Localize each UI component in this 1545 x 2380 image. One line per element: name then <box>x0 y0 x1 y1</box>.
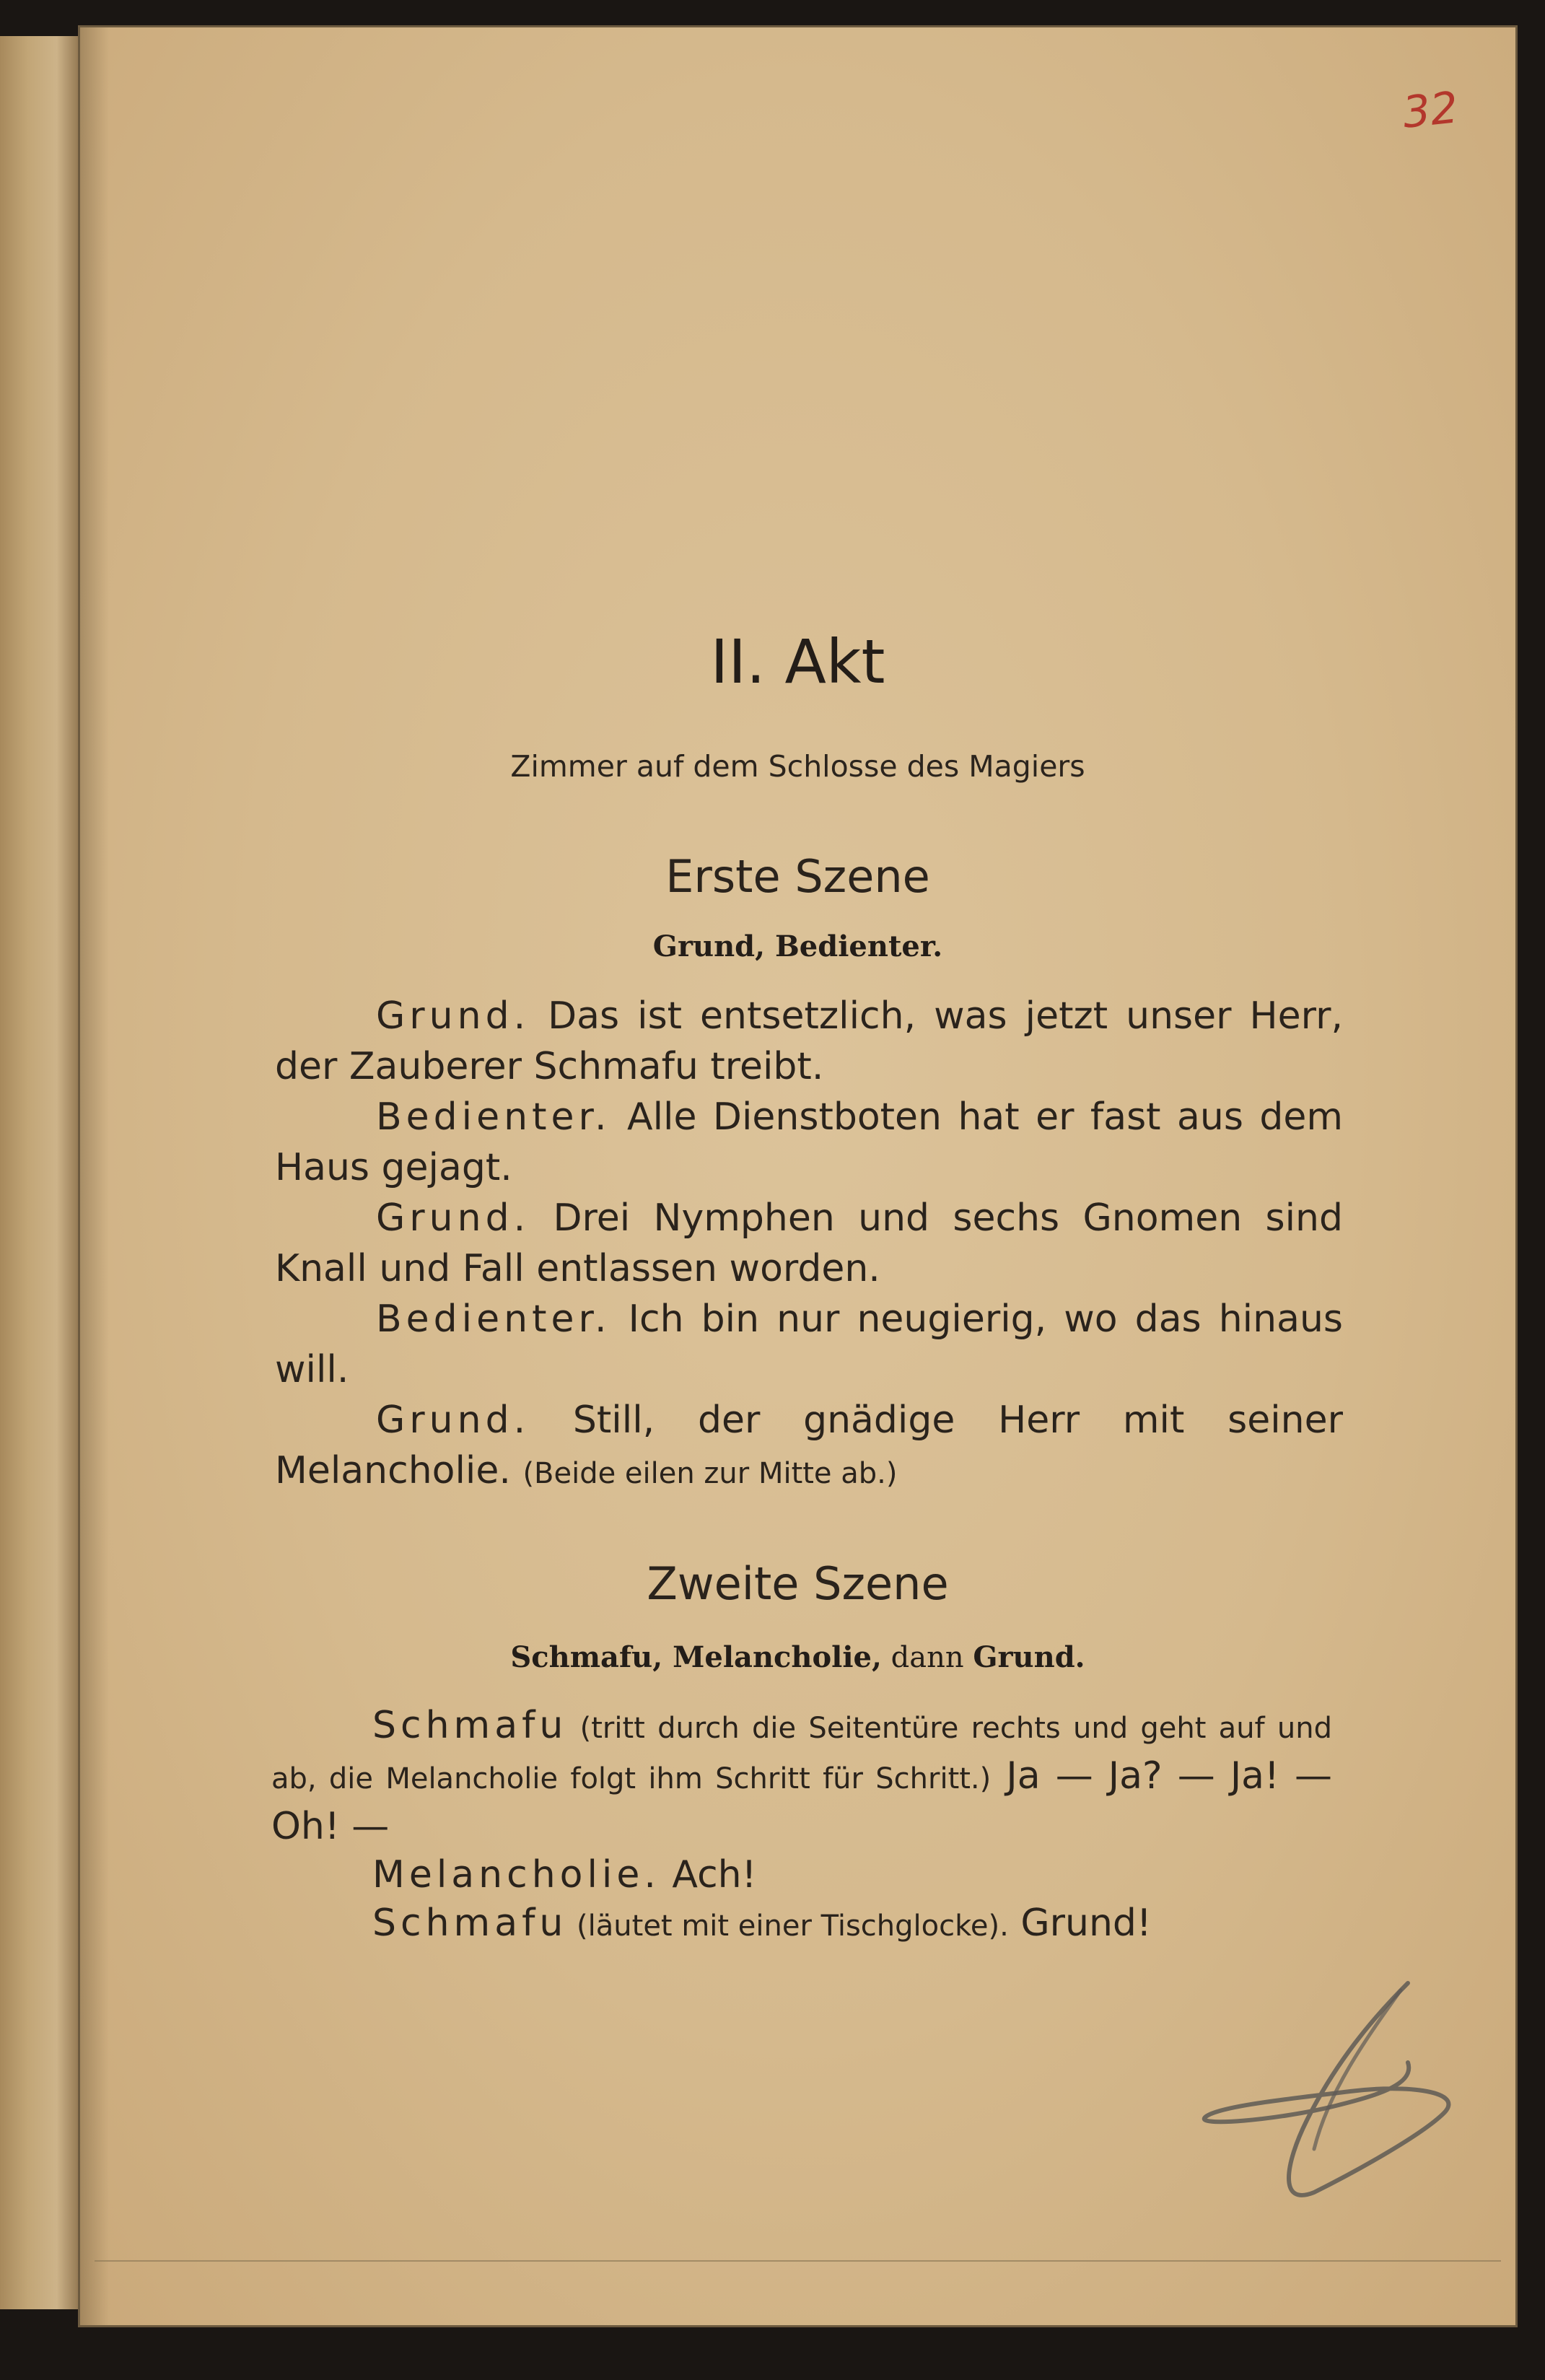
speaker-name: Bedienter. <box>376 1095 611 1139</box>
folio-number: 32 <box>1400 82 1461 139</box>
pencil-signature-mark <box>1191 1976 1473 2221</box>
line-text: Das ist entsetzlich, was jetzt unser Herr, der Zauberer Schmafu treibt. <box>275 994 1343 1088</box>
dialogue-line <box>275 1395 1343 1499</box>
adjacent-page-edge <box>0 36 83 2309</box>
speaker-name: Grund. <box>376 1196 530 1240</box>
speaker-name: Bedienter. <box>376 1298 611 1341</box>
line-text: Ja — Ja? — Ja! — Oh! — <box>271 1754 1332 1848</box>
speaker-name: Melancholie. <box>372 1853 660 1896</box>
dialogue-line <box>275 991 1343 1092</box>
book-page <box>78 25 1518 2327</box>
scene-1-dialogue <box>275 991 1343 1499</box>
dialogue-line <box>275 1193 1343 1294</box>
speaker-name: Schmafu <box>372 1902 568 1945</box>
dialogue-line <box>271 1702 1332 1851</box>
line-text: Alle Dienstboten hat er fast aus dem Haus gejagt. <box>275 1095 1343 1189</box>
act-title: II. Akt <box>710 626 885 697</box>
line-text: Drei Nymphen und sechs Gnomen sind Knall und Fall entlassen worden. <box>275 1196 1343 1290</box>
scene-2-dialogue <box>271 1702 1332 1950</box>
cast-connector: dann <box>881 1641 973 1674</box>
scene-2-cast <box>80 1640 1515 1674</box>
dialogue-line <box>275 1294 1343 1395</box>
cast-names: Grund. <box>973 1640 1085 1674</box>
page-bottom-rule <box>95 2260 1501 2262</box>
speaker-name: Schmafu <box>372 1704 568 1747</box>
scene-1-title: Erste Szene <box>665 850 930 903</box>
stage-direction: (tritt durch die Seitentüre rechts und geht auf und ab, die Melancholie folgt ihm Schritt für Schritt.) <box>271 1712 1332 1795</box>
scene-1-cast: Grund, Bedienter. <box>652 929 943 963</box>
line-text: Grund! <box>1008 1902 1152 1945</box>
speaker-name: Grund. <box>376 1399 530 1442</box>
stage-direction: (läutet mit einer Tischglocke). <box>567 1909 1009 1943</box>
dialogue-line <box>271 1851 1332 1899</box>
line-text: Ich bin nur neugierig, wo das hinaus will. <box>275 1298 1343 1391</box>
cast-names: Schmafu, Melancholie, <box>510 1640 882 1674</box>
dialogue-line <box>271 1899 1332 1950</box>
act-setting: Zimmer auf dem Schlosse des Magiers <box>510 749 1085 784</box>
stage-direction: (Beide eilen zur Mitte ab.) <box>522 1457 898 1490</box>
line-text: Ach! <box>660 1853 757 1896</box>
scene-2-title: Zweite Szene <box>647 1557 949 1610</box>
speaker-name: Grund. <box>376 994 530 1038</box>
dialogue-line <box>275 1092 1343 1193</box>
line-text: Still, der gnädige Herr mit seiner Melancholie. <box>275 1399 1343 1492</box>
